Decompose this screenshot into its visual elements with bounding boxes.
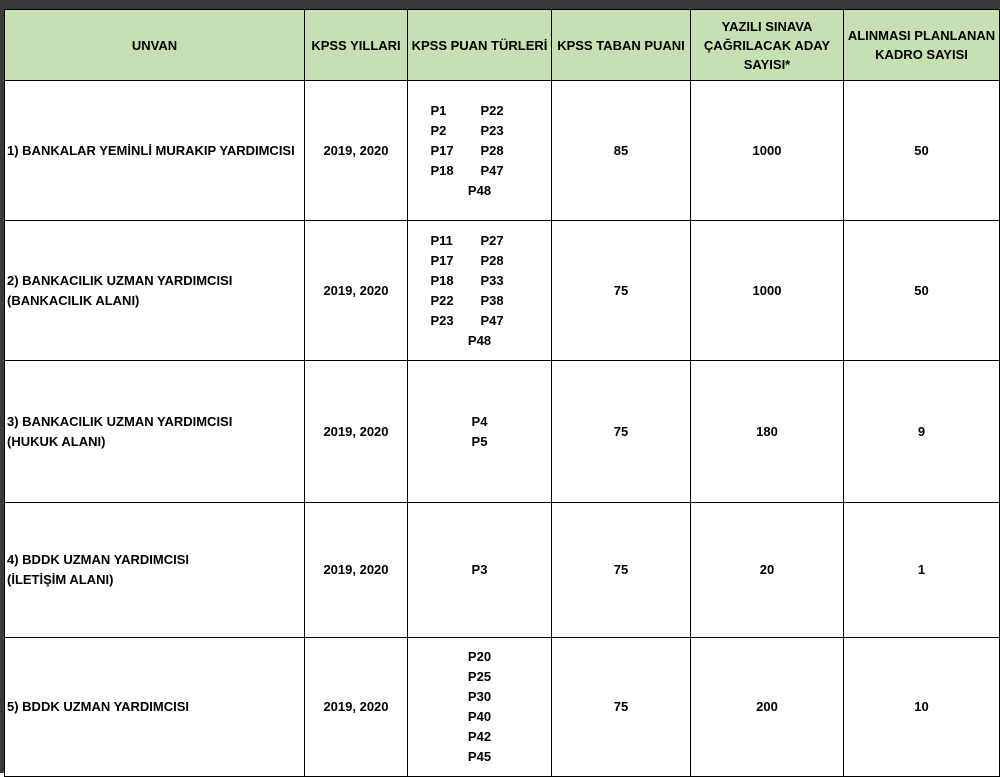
score-type: P25 — [467, 669, 492, 684]
score-type: P47 — [480, 312, 504, 328]
cell-unvan — [5, 81, 305, 221]
cell-planned-positions: 10 — [844, 638, 1000, 777]
score-type: P3 — [471, 562, 488, 577]
cell-years: 2019, 2020 — [305, 221, 408, 361]
table-row — [5, 638, 1000, 777]
cell-score-types — [408, 81, 552, 221]
score-type: P38 — [480, 292, 504, 308]
score-type: P48 — [467, 182, 492, 198]
cell-candidates-called: 1000 — [691, 221, 844, 361]
header-candidates-called — [691, 10, 844, 81]
header-planned-line-2: KADRO SAYISI — [875, 47, 968, 62]
cell-candidates-called: 200 — [691, 638, 844, 777]
score-type: P30 — [467, 689, 492, 704]
table-header-row — [5, 10, 1000, 81]
header-called-line-1: YAZILI SINAVA — [721, 18, 813, 34]
score-type: P4 — [471, 413, 488, 429]
unvan-line-1: 4) BDDK UZMAN YARDIMCISI — [7, 552, 190, 567]
unvan-line-2: (HUKUK ALANI) — [7, 433, 106, 449]
score-type: P48 — [467, 332, 492, 348]
score-type: P5 — [471, 433, 488, 449]
cell-base-score: 75 — [552, 221, 691, 361]
score-type: P2 — [430, 122, 447, 138]
cell-years: 2019, 2020 — [305, 361, 408, 503]
score-type: P42 — [467, 729, 492, 744]
score-type: P28 — [480, 252, 504, 268]
table-row — [5, 361, 1000, 503]
table-row — [5, 81, 1000, 221]
cell-score-types — [408, 638, 552, 777]
cell-candidates-called: 1000 — [691, 81, 844, 221]
score-type-list — [408, 647, 551, 767]
cell-unvan — [5, 638, 305, 777]
header-unvan: UNVAN — [5, 10, 305, 81]
header-called-line-2: ÇAĞRILACAK ADAY — [703, 37, 831, 53]
unvan-line-1: 5) BDDK UZMAN YARDIMCISI — [7, 699, 190, 714]
cell-years: 2019, 2020 — [305, 638, 408, 777]
cell-unvan — [5, 221, 305, 361]
score-type: P17 — [430, 142, 454, 158]
cell-planned-positions: 50 — [844, 81, 1000, 221]
unvan-line-1: 3) BANKACILIK UZMAN YARDIMCISI — [7, 413, 233, 429]
cell-base-score: 75 — [552, 638, 691, 777]
score-type: P11 — [430, 232, 453, 248]
cell-base-score: 75 — [552, 361, 691, 503]
header-called-line-3: SAYISI* — [743, 56, 791, 72]
score-type: P27 — [480, 232, 504, 248]
score-type: P22 — [480, 102, 504, 118]
unvan-line-1: 2) BANKACILIK UZMAN YARDIMCISI — [7, 272, 233, 288]
cell-score-types — [408, 361, 552, 503]
score-type: P17 — [430, 252, 454, 268]
score-type: P23 — [430, 312, 454, 328]
cell-planned-positions: 50 — [844, 221, 1000, 361]
score-type: P18 — [430, 162, 454, 178]
kpss-positions-table — [4, 9, 1000, 777]
score-type: P28 — [480, 142, 504, 158]
cell-base-score: 75 — [552, 503, 691, 638]
window-top-bar — [0, 0, 1000, 9]
cell-score-types — [408, 503, 552, 638]
header-kpss-score-types: KPSS PUAN TÜRLERİ — [408, 10, 552, 81]
score-type-list — [408, 231, 551, 331]
unvan-line-2: (BANKACILIK ALANI) — [7, 292, 140, 308]
table-row — [5, 221, 1000, 361]
score-type: P45 — [467, 749, 492, 764]
score-type: P22 — [430, 292, 454, 308]
score-type: P47 — [480, 162, 504, 178]
score-type: P33 — [480, 272, 504, 288]
cell-years: 2019, 2020 — [305, 503, 408, 638]
cell-planned-positions: 1 — [844, 503, 1000, 638]
score-type: P18 — [430, 272, 454, 288]
table-row — [5, 503, 1000, 638]
cell-score-types — [408, 221, 552, 361]
score-type: P40 — [467, 709, 492, 724]
unvan-line-1: 1) BANKALAR YEMİNLİ MURAKIP YARDIMCISI — [7, 142, 295, 158]
cell-unvan — [5, 361, 305, 503]
header-kpss-base-score: KPSS TABAN PUANI — [552, 10, 691, 81]
score-type-list — [408, 560, 551, 580]
score-type: P20 — [467, 649, 492, 664]
cell-candidates-called: 180 — [691, 361, 844, 503]
cell-unvan — [5, 503, 305, 638]
unvan-line-2: (İLETİŞİM ALANI) — [7, 572, 114, 587]
cell-planned-positions: 9 — [844, 361, 1000, 503]
header-planned-positions — [844, 10, 1000, 81]
header-planned-line-1: ALINMASI PLANLANAN — [847, 28, 996, 43]
score-type-list — [408, 101, 551, 181]
header-kpss-years: KPSS YILLARI — [305, 10, 408, 81]
cell-base-score: 85 — [552, 81, 691, 221]
cell-years: 2019, 2020 — [305, 81, 408, 221]
cell-candidates-called: 20 — [691, 503, 844, 638]
score-type-list — [408, 412, 551, 452]
score-type: P23 — [480, 122, 504, 138]
score-type: P1 — [430, 102, 447, 118]
